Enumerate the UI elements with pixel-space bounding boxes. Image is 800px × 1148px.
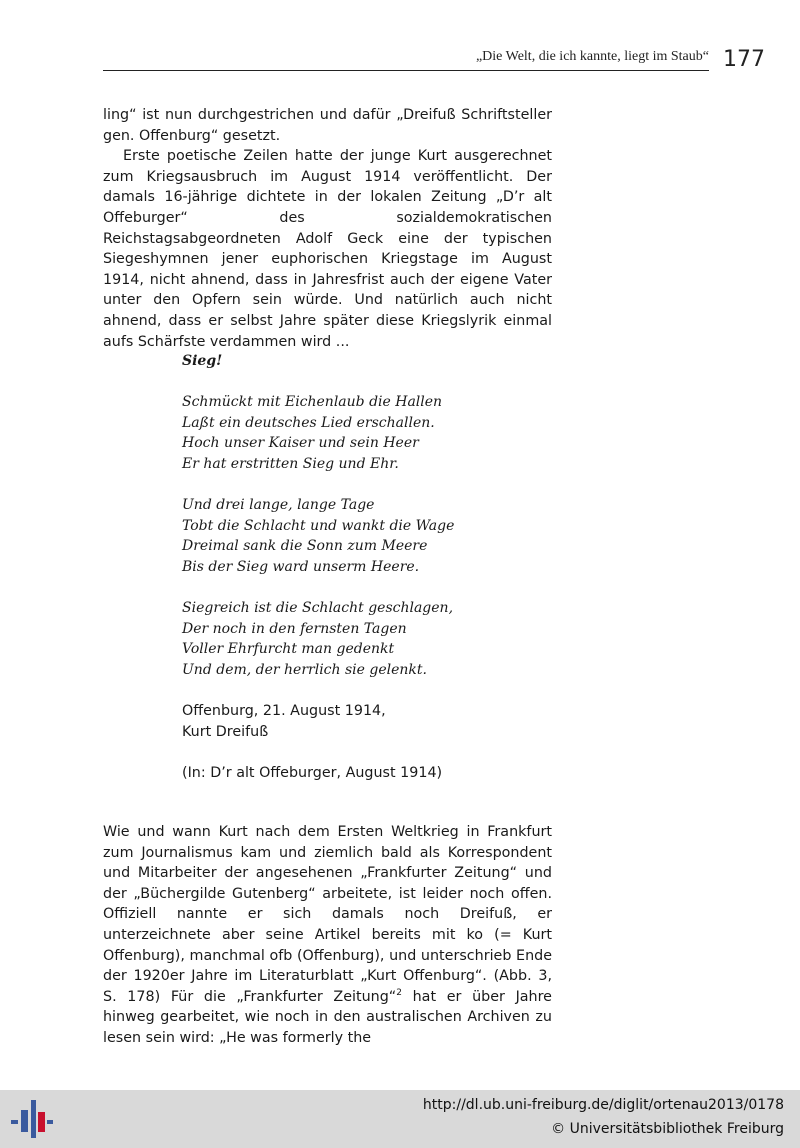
paragraph: ling“ ist nun durchgestrichen und dafür „Dreifuß Schriftsteller gen. Offenburg“ gesetzt. <box>103 107 552 144</box>
body-text-bottom <box>103 822 552 1049</box>
poem-title: Sieg! <box>182 353 223 369</box>
footnote-ref[interactable]: 2 <box>396 987 402 998</box>
paragraph-text: Wie und wann Kurt nach dem Ersten Weltkrieg in Frankfurt zum Journalismus kam und ziemlich bald als Korrespondent und Mitarbeiter der angesehenen „Frankfurter Zeitung“ und der „Büchergilde Gutenberg“ arbeitete, ist leider noch offen. Offiziell nannte er sich damals noch Dreifuß, er unterzeichnete aber seine Artikel bereits mit ko (= Kurt Offenburg), manchmal ofb (Offenburg), und unterschrieb Ende der 1920er Jahre im Literaturblatt „Kurt Offenburg“. (Abb. 3, S. 178) Für die „Frankfurter Zeitung“ <box>103 824 552 1005</box>
poem-author: Kurt Dreifuß <box>182 723 269 740</box>
body-text-top <box>103 105 552 352</box>
poem-place-date: Offenburg, 21. August 1914, <box>182 703 386 720</box>
poem-line: Voller Ehrfurcht man gedenkt <box>182 641 395 658</box>
paragraph: Erste poetische Zeilen hatte der junge Kurt ausgerechnet zum Kriegsausbruch im August 1914 veröffentlicht. Der damals 16-jährige dichtete in der lokalen Zeitung „D’r alt Offeburger“ des sozialdemokratischen Reichstagsabgeordneten Adolf Geck eine der typischen Siegeshymnen jener euphorischen Kriegstage im August 1914, nicht ahnend, dass in Jahresfrist auch der eigene Vater unter den Opfern sein würde. Und natürlich auch nicht ahnend, dass er selbst Jahre später diese Kriegslyrik einmal aufs Schärfste verdammen wird ... <box>103 148 552 350</box>
poem-stanza <box>182 392 522 474</box>
page-number: 177 <box>723 47 765 72</box>
poem-line: Schmückt mit Eichenlaub die Hallen <box>182 394 443 411</box>
poem-stanza <box>182 495 522 577</box>
poem-line: Der noch in den fernsten Tagen <box>182 620 407 637</box>
ub-freiburg-logo-icon <box>10 1098 54 1140</box>
poem-line: Und dem, der herrlich sie gelenkt. <box>182 661 427 678</box>
poem-line: Tobt die Schlacht und wankt die Wage <box>182 517 455 534</box>
poem-stanza <box>182 598 522 680</box>
poem-line: Er hat erstritten Sieg und Ehr. <box>182 455 399 472</box>
poem-line: Laßt ein deutsches Lied erschallen. <box>182 414 435 431</box>
poem-line: Bis der Sieg ward unserm Heere. <box>182 558 420 575</box>
poem-source: (In: D’r alt Offeburger, August 1914) <box>182 764 443 781</box>
running-head <box>103 44 709 71</box>
running-title: „Die Welt, die ich kannte, liegt im Staub“ <box>475 49 709 64</box>
paragraph-text: hat er über Jahre hinweg gearbeitet, wie noch in den australischen Archiven zu lesen sein wird: „He was formerly the <box>103 988 552 1046</box>
poem <box>182 351 522 783</box>
poem-line: Dreimal sank die Sonn zum Meere <box>182 538 428 555</box>
copyright-text: © Universitätsbibliothek Freiburg <box>551 1121 784 1137</box>
poem-line: Und drei lange, lange Tage <box>182 497 375 514</box>
poem-line: Hoch unser Kaiser und sein Heer <box>182 435 419 452</box>
footer-bar <box>0 1090 800 1148</box>
paragraph <box>103 822 552 1049</box>
poem-signature <box>182 701 522 742</box>
poem-line: Siegreich ist die Schlacht geschlagen, <box>182 600 454 617</box>
source-url-link[interactable]: http://dl.ub.uni-freiburg.de/diglit/ortenau2013/0178 <box>422 1097 784 1113</box>
